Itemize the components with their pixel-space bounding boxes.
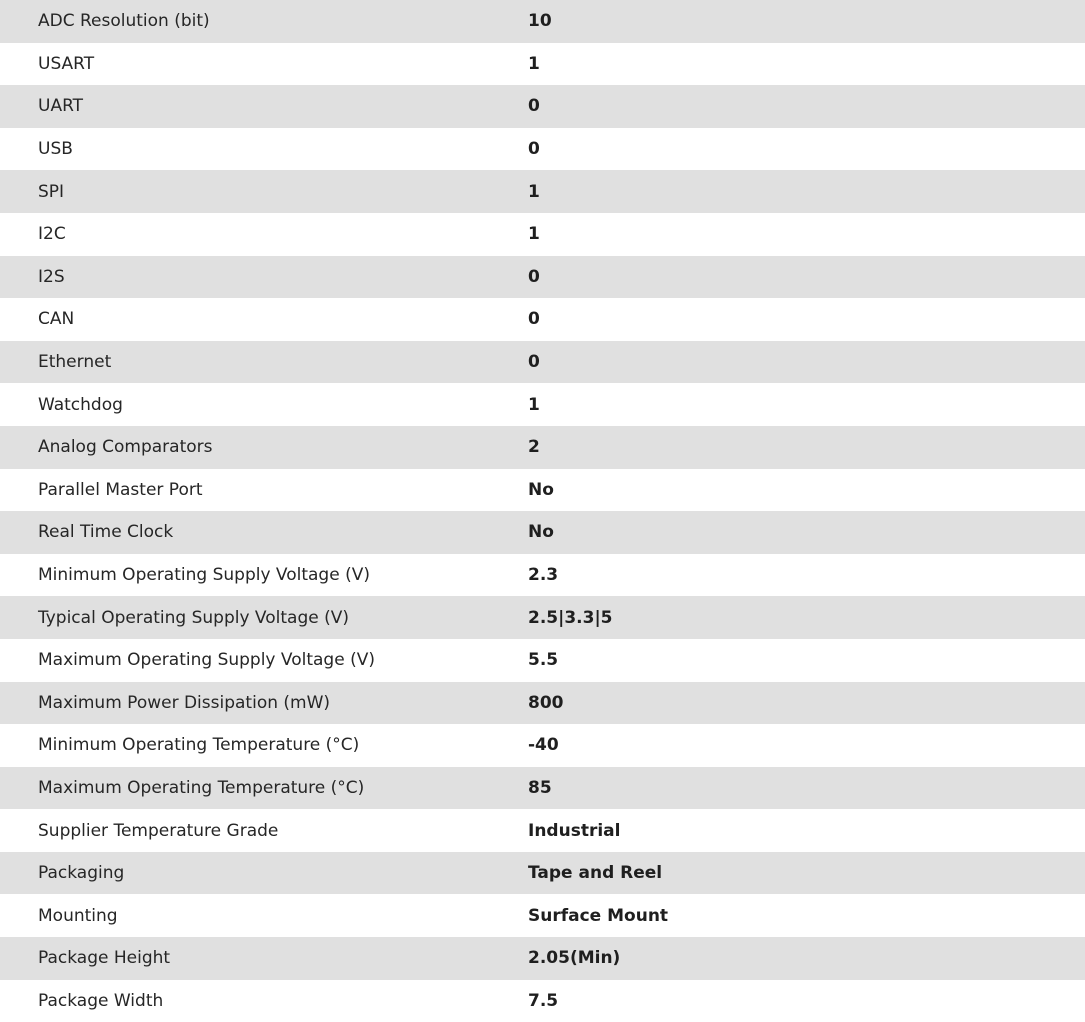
spec-value: Surface Mount — [528, 905, 669, 926]
spec-value: 0 — [528, 96, 540, 117]
spec-label: USB — [38, 139, 73, 160]
spec-value: 0 — [528, 352, 540, 373]
spec-label: Ethernet — [38, 352, 112, 373]
spec-value: 0 — [528, 309, 540, 330]
spec-row-usart — [0, 43, 1085, 86]
spec-value: 2.5|3.3|5 — [528, 607, 613, 628]
spec-row-max-supply-voltage — [0, 639, 1085, 682]
spec-value: 10 — [528, 11, 552, 32]
spec-label: Package Width — [38, 990, 164, 1011]
spec-row-min-temperature — [0, 724, 1085, 767]
spec-label: Package Height — [38, 948, 171, 969]
spec-value: 1 — [528, 394, 540, 415]
spec-row-ethernet — [0, 341, 1085, 384]
spec-label: Packaging — [38, 863, 125, 884]
spec-label: Maximum Operating Temperature (°C) — [38, 777, 365, 798]
spec-row-can — [0, 298, 1085, 341]
spec-label: Real Time Clock — [38, 522, 174, 543]
spec-row-typ-supply-voltage — [0, 596, 1085, 639]
spec-label: CAN — [38, 309, 75, 330]
spec-value: 800 — [528, 692, 564, 713]
spec-label: I2S — [38, 266, 65, 287]
spec-row-real-time-clock — [0, 511, 1085, 554]
spec-label: USART — [38, 53, 95, 74]
spec-label: Maximum Power Dissipation (mW) — [38, 692, 331, 713]
spec-value: 1 — [528, 224, 540, 245]
spec-label: Mounting — [38, 905, 118, 926]
spec-label: Parallel Master Port — [38, 479, 203, 500]
spec-label: UART — [38, 96, 84, 117]
spec-row-package-width — [0, 980, 1085, 1022]
spec-row-i2c — [0, 213, 1085, 256]
spec-value: -40 — [528, 735, 559, 756]
spec-row-i2s — [0, 256, 1085, 299]
spec-value: 5.5 — [528, 650, 559, 671]
spec-value: 1 — [528, 53, 540, 74]
spec-value: 1 — [528, 181, 540, 202]
spec-value: 2.05(Min) — [528, 948, 621, 969]
spec-row-parallel-master-port — [0, 469, 1085, 512]
spec-row-watchdog — [0, 383, 1085, 426]
spec-row-min-supply-voltage — [0, 554, 1085, 597]
spec-value: Industrial — [528, 820, 621, 841]
spec-label: Watchdog — [38, 394, 123, 415]
spec-label: Minimum Operating Supply Voltage (V) — [38, 565, 370, 586]
spec-row-max-temperature — [0, 767, 1085, 810]
spec-label: Supplier Temperature Grade — [38, 820, 279, 841]
spec-value: 2.3 — [528, 565, 559, 586]
spec-value: 7.5 — [528, 990, 559, 1011]
spec-row-packaging — [0, 852, 1085, 895]
spec-label: Analog Comparators — [38, 437, 213, 458]
spec-label: Maximum Operating Supply Voltage (V) — [38, 650, 375, 671]
spec-row-adc-resolution — [0, 0, 1085, 43]
spec-row-temperature-grade — [0, 809, 1085, 852]
spec-row-usb — [0, 128, 1085, 171]
spec-value: 2 — [528, 437, 540, 458]
spec-label: SPI — [38, 181, 65, 202]
spec-row-max-power-dissipation — [0, 682, 1085, 725]
spec-value: Tape and Reel — [528, 863, 663, 884]
spec-row-uart — [0, 85, 1085, 128]
spec-row-analog-comparators — [0, 426, 1085, 469]
spec-value: 85 — [528, 777, 552, 798]
spec-row-package-height — [0, 937, 1085, 980]
spec-row-spi — [0, 170, 1085, 213]
spec-value: No — [528, 522, 554, 543]
spec-value: No — [528, 479, 554, 500]
spec-label: I2C — [38, 224, 66, 245]
spec-value: 0 — [528, 139, 540, 160]
spec-label: ADC Resolution (bit) — [38, 11, 210, 32]
spec-label: Minimum Operating Temperature (°C) — [38, 735, 360, 756]
spec-value: 0 — [528, 266, 540, 287]
spec-label: Typical Operating Supply Voltage (V) — [38, 607, 349, 628]
spec-row-mounting — [0, 894, 1085, 937]
